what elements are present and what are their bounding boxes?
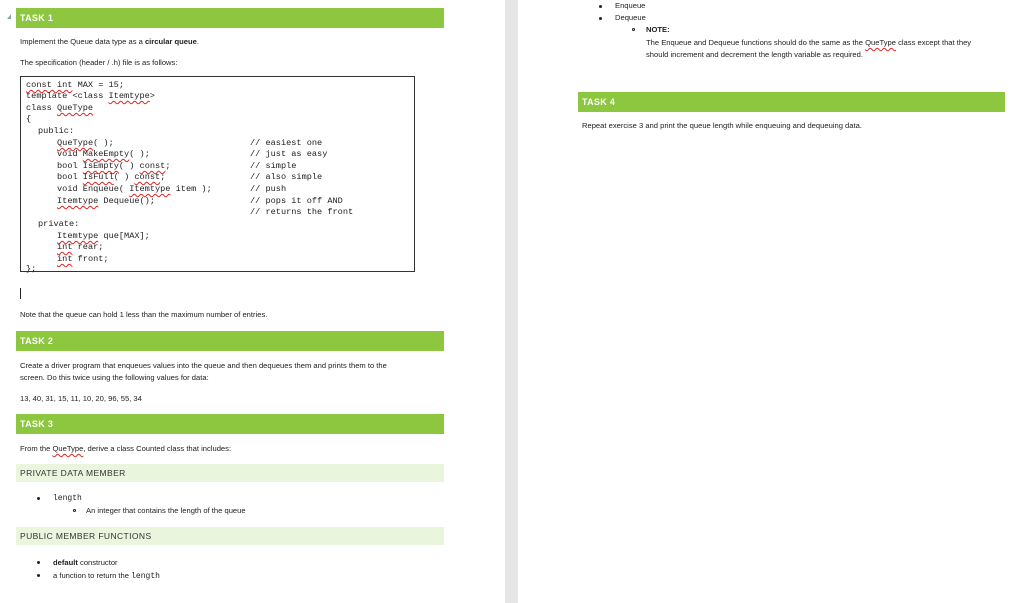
code-token: ( ) [118, 161, 140, 171]
code-line-5: public: [38, 126, 75, 136]
task3-intro-end: , derive a class Counted class that includes: [83, 444, 232, 453]
note-line-1-text: The Enqueue and Dequeue functions should do the same as the [646, 38, 866, 47]
code-token: ( ) [113, 172, 135, 182]
code-token: item ); [170, 184, 212, 194]
code-token: MAX = 15; [72, 80, 124, 90]
task4-text: Repeat exercise 3 and print the queue length while enqueuing and dequeuing data. [582, 121, 862, 130]
private-data-member-header: PRIVATE DATA MEMBER [16, 464, 444, 482]
code-token: int [57, 242, 73, 252]
code-token: Itemtype [57, 231, 99, 241]
document-page-left [0, 0, 505, 603]
bullet-icon [37, 497, 40, 500]
function-item-2-mono: length [131, 572, 160, 581]
bullet-icon [37, 561, 40, 564]
code-line-17: }; [26, 264, 37, 274]
function-item-1-text: constructor [77, 558, 118, 567]
note-label-bold: NOTE: [646, 25, 670, 34]
code-token: const [139, 161, 166, 171]
task3-header [16, 414, 444, 434]
code-token: ; [165, 161, 171, 171]
code-token: IsEmpty [82, 161, 119, 171]
task1-intro [20, 36, 199, 47]
code-token: Itemtype [57, 196, 99, 206]
note-line-2: should increment and decrement the length variable as required. [646, 50, 863, 59]
code-token: front; [72, 254, 109, 264]
code-comment: // pops it off AND [250, 196, 343, 206]
code-comment: // push [250, 184, 287, 194]
bullet-enqueue: Enqueue [615, 1, 646, 10]
code-line-9 [57, 172, 165, 184]
code-line-3 [26, 103, 93, 115]
code-line-2 [26, 91, 155, 103]
code-token: ; [160, 172, 166, 182]
task2-line1: Create a driver program that enqueues values into the queue and then dequeues them and prints them to the [20, 361, 387, 370]
function-item-1-bold: default [53, 558, 78, 567]
collapse-triangle-icon[interactable] [7, 14, 11, 19]
task1-header-label: TASK 1 [20, 13, 54, 23]
task2-header-label: TASK 2 [20, 336, 54, 346]
task1-intro-end: . [196, 37, 199, 46]
code-line-14 [57, 231, 150, 243]
task3-intro-class: QueType [52, 444, 84, 453]
code-token: QueType [56, 103, 94, 113]
note-label [646, 24, 670, 35]
task1-header [16, 8, 444, 28]
document-page-right [518, 0, 1024, 603]
code-line-10 [57, 184, 212, 196]
code-line-1 [26, 80, 124, 92]
code-token: bool [57, 172, 83, 182]
length-description: An integer that contains the length of the queue [86, 506, 246, 515]
code-token: IsFull [82, 172, 114, 182]
task2-header [16, 331, 444, 351]
code-token: MakeEmpty [82, 149, 130, 159]
function-item-2-text: a function to return the [53, 571, 132, 580]
bullet-icon [37, 574, 40, 577]
note-line-1-class: QueType [865, 38, 896, 47]
code-token: QueType [57, 138, 94, 148]
code-line-4: { [26, 114, 32, 124]
note-line-1-end: class except that they [895, 38, 972, 47]
sub-bullet-icon [73, 509, 76, 512]
task4-header [578, 92, 1005, 112]
function-item-1 [53, 557, 118, 568]
code-token: Dequeue(); [98, 196, 155, 206]
bullet-icon [599, 5, 602, 8]
code-token: Itemtype [129, 184, 171, 194]
length-item: length [53, 494, 82, 503]
code-token: int [57, 254, 73, 264]
code-comment: // returns the front [250, 207, 354, 217]
code-line-6 [57, 138, 114, 150]
code-comment: // easiest one [250, 138, 323, 148]
function-item-2 [53, 570, 160, 582]
code-line-13: private: [38, 219, 80, 229]
code-line-16 [57, 254, 109, 266]
code-comment: // also simple [250, 172, 323, 182]
task4-header-label: TASK 4 [582, 97, 616, 107]
code-token: que[MAX]; [98, 231, 150, 241]
task1-spec: The specification (header / .h) file is as follows: [20, 58, 178, 67]
code-token: rear; [72, 242, 104, 252]
code-line-15 [57, 242, 103, 254]
code-token: template <class [26, 91, 109, 101]
code-line-8 [57, 161, 171, 173]
code-token: class [26, 103, 57, 113]
code-token: void [57, 149, 83, 159]
bullet-icon [599, 17, 602, 20]
task3-intro [20, 443, 231, 454]
task2-values: 13, 40, 31, 15, 11, 10, 20, 96, 55, 34 [20, 394, 142, 403]
code-line-7 [57, 149, 150, 161]
public-member-functions-header: PUBLIC MEMBER FUNCTIONS [16, 527, 444, 545]
task3-intro-text: From the [20, 444, 53, 453]
code-token: bool [57, 161, 83, 171]
code-token: void Enqueue( [57, 184, 130, 194]
bullet-dequeue: Dequeue [615, 13, 646, 22]
note-line-1 [646, 37, 971, 48]
code-comment: // simple [250, 161, 297, 171]
code-line-11 [57, 196, 155, 208]
text-cursor [20, 288, 21, 299]
task2-line2: screen. Do this twice using the following values for data: [20, 373, 209, 382]
code-comment: // just as easy [250, 149, 328, 159]
task1-intro-bold: circular queue [144, 37, 197, 46]
code-token: > [149, 91, 155, 101]
code-token: ( ); [93, 138, 114, 148]
code-token: const [134, 172, 161, 182]
code-token: ( ); [129, 149, 150, 159]
task3-header-label: TASK 3 [20, 419, 54, 429]
sub-bullet-icon [632, 28, 635, 31]
task1-intro-text: Implement the Queue data type as a [20, 37, 145, 46]
code-token: Itemtype [108, 91, 150, 101]
task1-note: Note that the queue can hold 1 less than the maximum number of entries. [20, 310, 268, 319]
code-token: const int [26, 80, 73, 90]
code-block [20, 76, 415, 272]
